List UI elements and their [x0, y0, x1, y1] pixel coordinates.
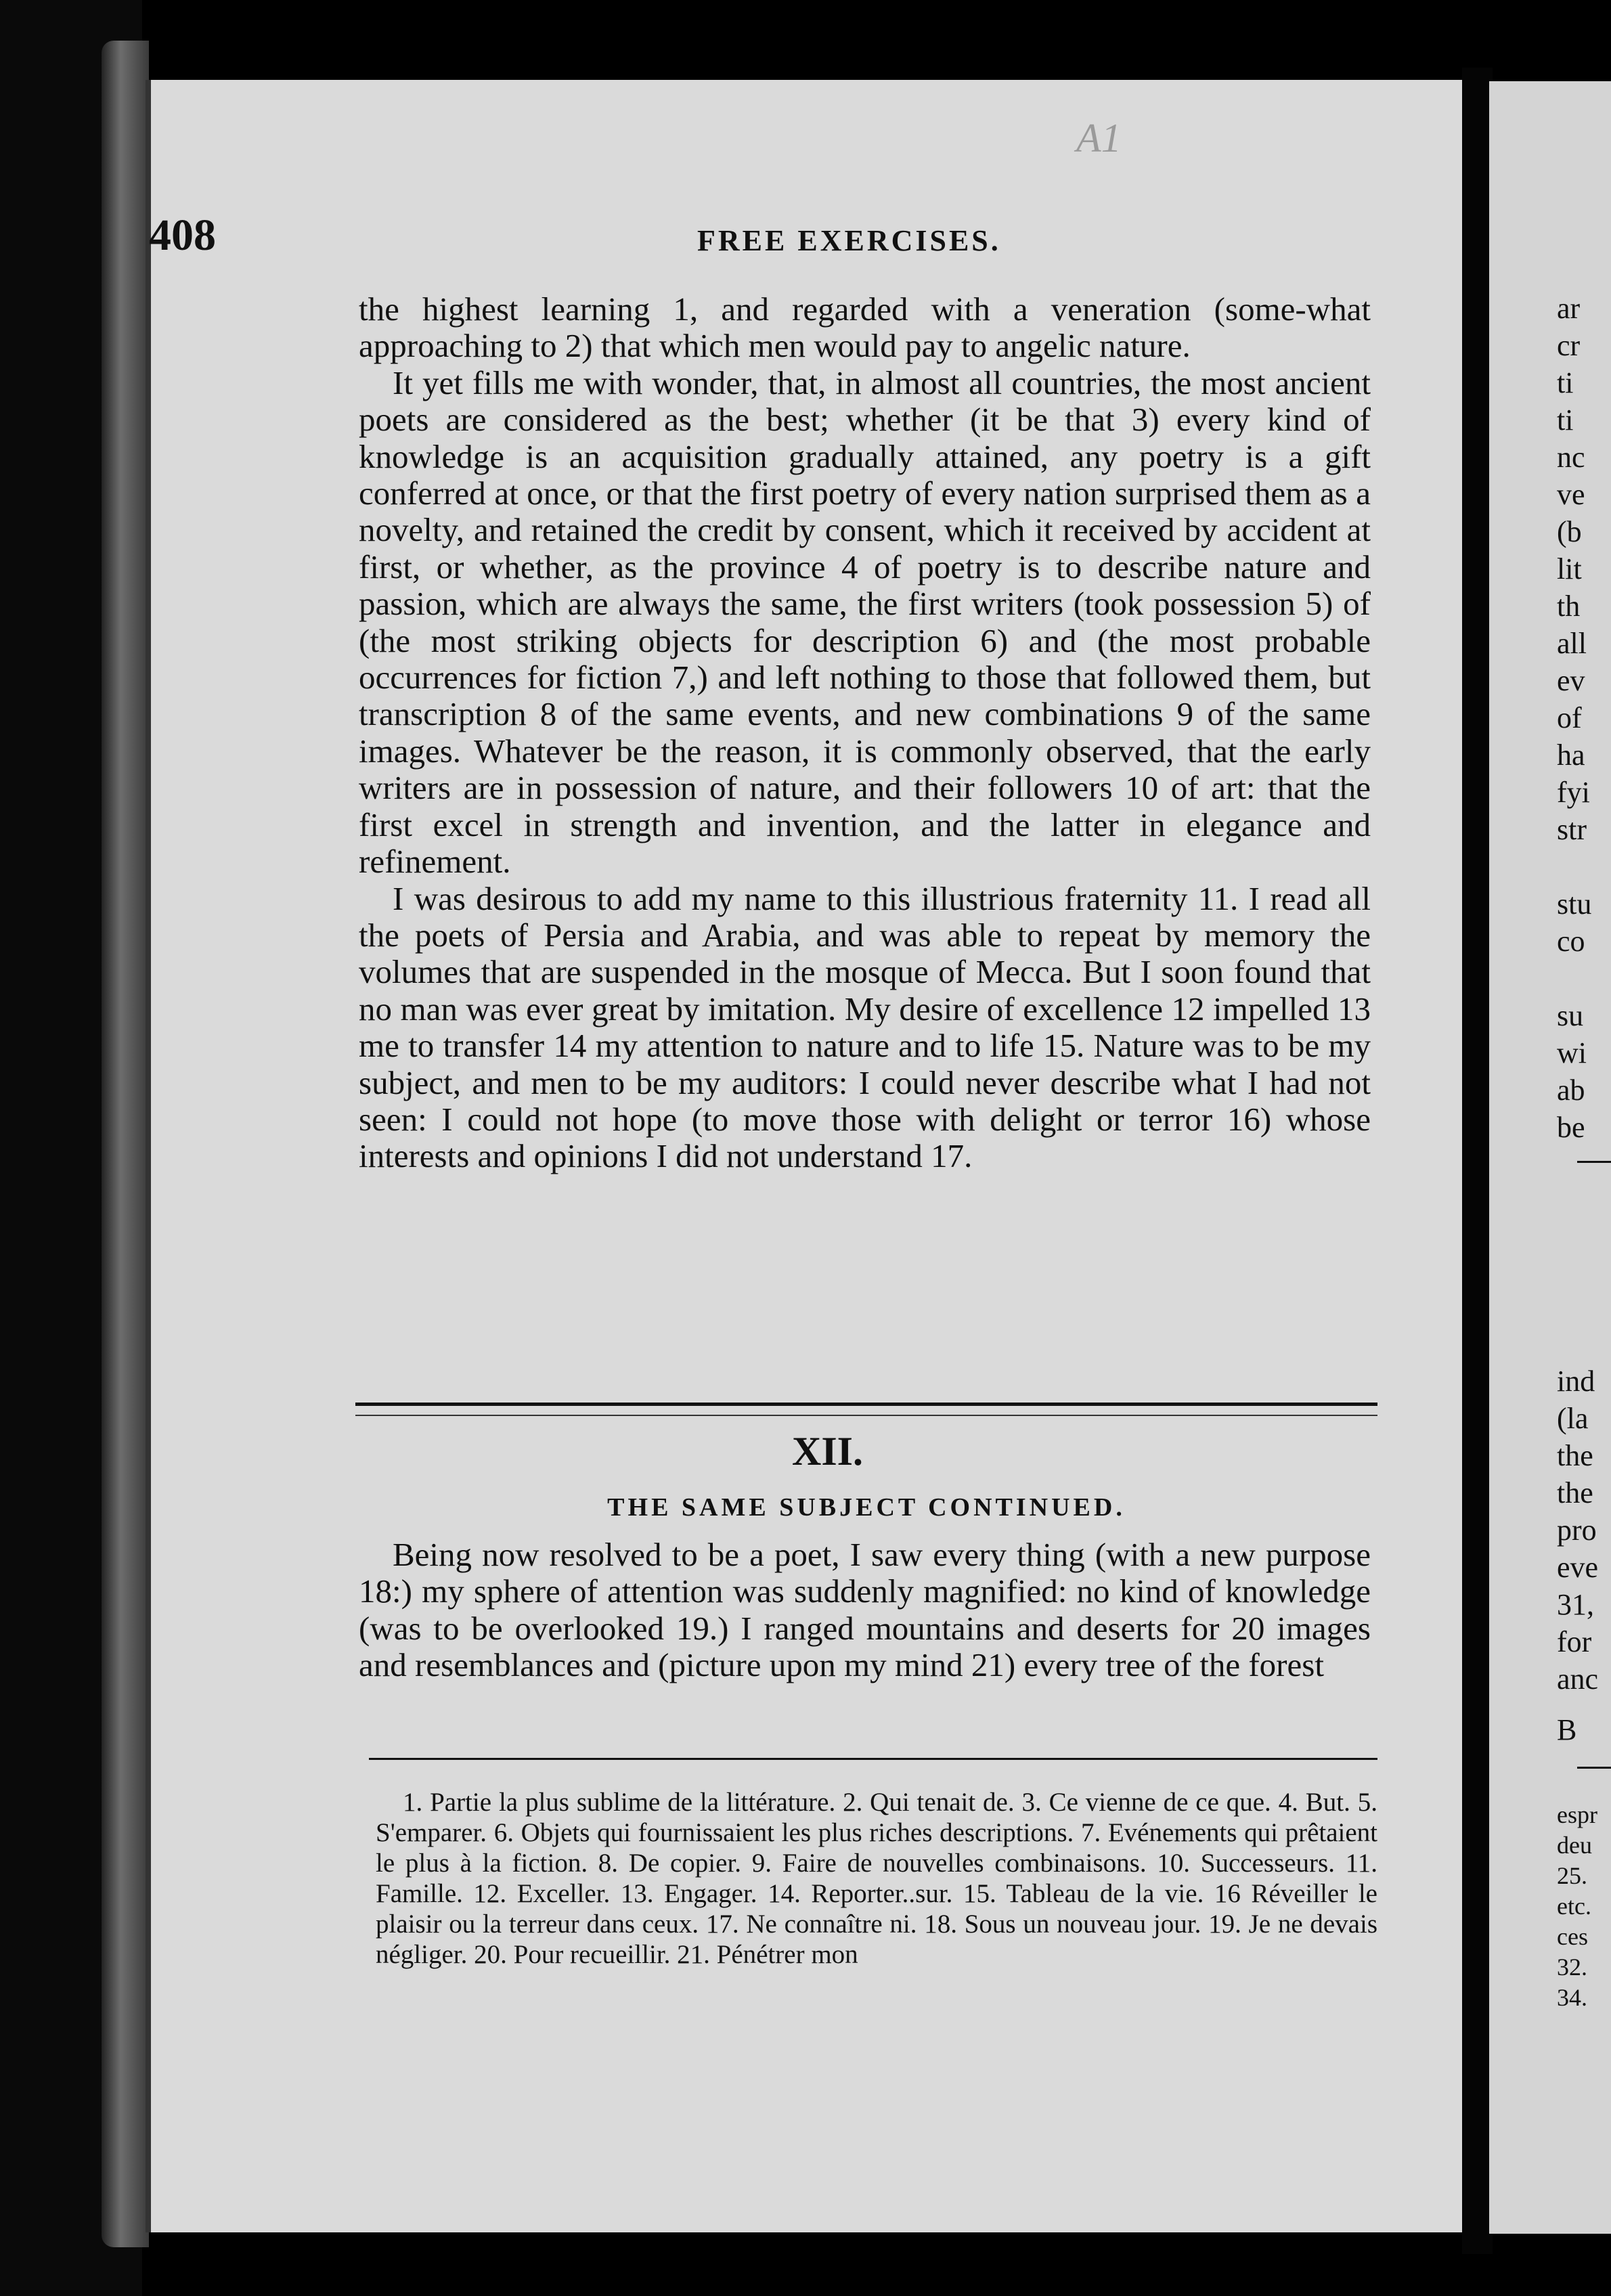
- next-page-fragment: B: [1557, 1713, 1577, 1746]
- next-page-fragment: fyi: [1557, 776, 1590, 809]
- paragraph: the highest learning 1, and regarded with a veneration (some-what approaching to 2) that which men would pay to angelic nature.: [359, 290, 1371, 365]
- paragraph: It yet fills me with wonder, that, in almost all countries, the most ancient poets are considered as the best; whether (it be that 3) every kind of knowledge is an acquisition gradually attained, any poetry is a gift conferred at once, or that the first poetry of every nation surprised them as a novelty, and retained the credit by consent, which it received by accident at first, or whether, as the province 4 of poetry is to describe nature and passion, which are always the same, the first writers (took possession 5) of (the most striking objects for description 6) and (the most probable occurrences for fiction 7,) and left nothing to those that followed them, but transcription 8 of the same events, and new combinations 9 of the same images. Whatever be the reason, it is commonly observed, that the early writers are in possession of nature, and their followers 10 of art: that the first excel in strength and invention, and the latter in elegance and refinement.: [359, 363, 1371, 881]
- next-page-fragment: etc.: [1557, 1893, 1591, 1920]
- next-page-fragment: stu: [1557, 887, 1592, 921]
- section-divider: [355, 1403, 1377, 1406]
- next-page-fragment: ab: [1557, 1074, 1585, 1107]
- next-page-fragment: deu: [1557, 1832, 1592, 1859]
- next-page-fragment: the: [1557, 1439, 1593, 1472]
- next-page-fragment: the: [1557, 1476, 1593, 1509]
- next-page-fragment: su: [1557, 999, 1584, 1032]
- pencil-annotation: A1: [1076, 116, 1122, 160]
- next-page-fragment: 31,: [1557, 1588, 1594, 1621]
- next-page-fragment: ind: [1557, 1365, 1595, 1398]
- next-page-rule: [1577, 1161, 1611, 1163]
- book-binding-edge: [102, 41, 149, 2247]
- paragraph: I was desirous to add my name to this illustrious fraternity 11. I read all the poets of Persia and Arabia, and was able to repeat by memory the volumes that are suspended in the mosque of Mecca. But I soon found that no man was ever great by imitation. My desire of excellence 12 impelled 13 me to transfer 14 my attention to nature and to life 15. Nature was to be my subject, and men to be my auditors: I could never describe what I had not seen: I could not hope (to move those with delight or terror 16) whose interests and opinions I did not understand 17.: [359, 879, 1371, 1175]
- page-number: 408: [149, 211, 216, 260]
- footnotes: [376, 1787, 1377, 1970]
- next-page-fragment: espr: [1557, 1801, 1597, 1828]
- next-page-fragment: (b: [1557, 515, 1582, 548]
- next-page-fragment: eve: [1557, 1551, 1599, 1584]
- next-page-fragment: wi: [1557, 1036, 1587, 1069]
- next-page-fragment: pro: [1557, 1514, 1597, 1547]
- next-page-fragment: th: [1557, 590, 1581, 623]
- footnote-text: 1. Partie la plus sublime de la littérature. 2. Qui tenait de. 3. Ce vienne de ce que. 4. But. 5. S'emparer. 6. Objets qui fournissaient les plus riches descriptions. 7. Evénements qui prêtaient le plus à la fiction. 8. De copier. 9. Faire de nouvelles combinaisons. 10. Successeurs. 11. Famille. 12. Exceller. 13. Engager. 14. Reporter..sur. 15. Tableau de la vie. 16 Réveiller le plaisir ou la terreur dans ceux. 17. Ne connaître ni. 18. Sous un nouveau jour. 19. Je ne devais négliger. 20. Pour recueillir. 21. Pénétrer mon: [376, 1788, 1377, 1969]
- next-page-fragment: ti: [1557, 403, 1574, 437]
- next-page-fragment: of: [1557, 701, 1582, 734]
- section-title: THE SAME SUBJECT CONTINUED.: [607, 1493, 1126, 1522]
- section-divider-thin: [355, 1415, 1377, 1416]
- next-page-fragment: 25.: [1557, 1862, 1587, 1889]
- next-page-fragment: lit: [1557, 552, 1582, 586]
- next-page-fragment: ve: [1557, 478, 1585, 511]
- paragraph: Being now resolved to be a poet, I saw every thing (with a new purpose 18:) my sphere of attention was suddenly magnified: no kind of knowledge (was to be overlooked 19.) I ranged mountains and deserts for 20 images and resemblances and (picture upon my mind 21) every tree of the forest: [359, 1536, 1371, 1684]
- next-page-fragment: str: [1557, 813, 1587, 846]
- next-page-fragment: 34.: [1557, 1984, 1587, 2011]
- footnote-divider: [369, 1758, 1377, 1760]
- running-head: FREE EXERCISES.: [697, 224, 1001, 257]
- next-page-fragment: (la: [1557, 1402, 1589, 1435]
- section-number: XII.: [792, 1429, 864, 1474]
- main-text: [359, 291, 1371, 1175]
- page-gutter: [1462, 68, 1493, 2254]
- next-page-fragment: all: [1557, 627, 1587, 660]
- next-page-rule: [1577, 1767, 1611, 1769]
- next-page-fragment: for: [1557, 1625, 1592, 1658]
- next-page-fragment: ti: [1557, 366, 1574, 399]
- next-page-fragment: 32.: [1557, 1953, 1587, 1981]
- next-page-fragment: cr: [1557, 329, 1581, 362]
- section-text: [359, 1537, 1371, 1684]
- next-page-fragment: co: [1557, 925, 1585, 958]
- next-page-fragment: ha: [1557, 738, 1585, 772]
- next-page-fragment: be: [1557, 1111, 1585, 1144]
- next-page-fragment: ces: [1557, 1923, 1588, 1950]
- next-page-fragment: nc: [1557, 441, 1585, 474]
- next-page-fragment: ev: [1557, 664, 1585, 697]
- next-page-fragment: anc: [1557, 1662, 1599, 1696]
- next-page-fragment: ar: [1557, 292, 1581, 325]
